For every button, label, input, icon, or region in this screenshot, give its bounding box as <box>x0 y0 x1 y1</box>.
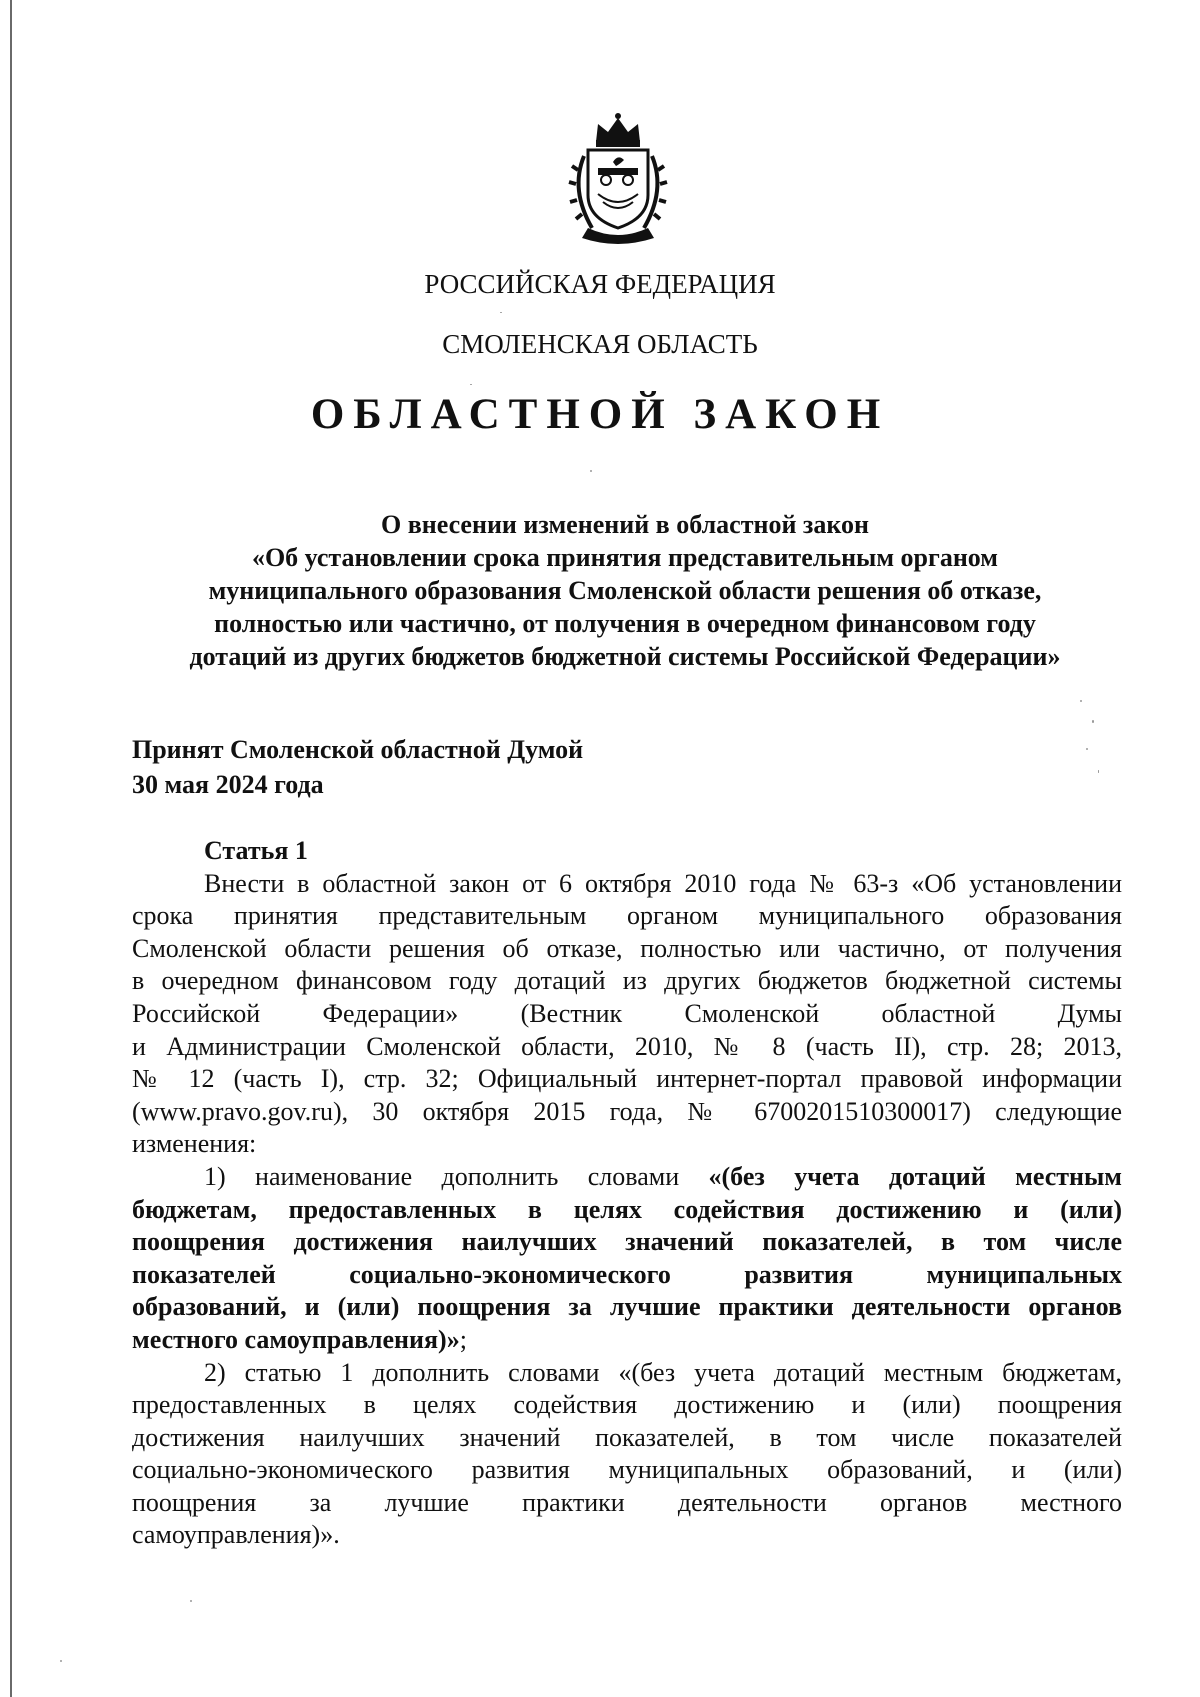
item-1-quote-line: образований, и (или) поощрения за лучшие практики деятельности органов <box>132 1292 1122 1322</box>
article-text-line: и Администрации Смоленской области, 2010, № 8 (часть II), стр. 28; 2013, <box>132 1031 1122 1061</box>
article-text-line: Российской Федерации» (Вестник Смоленской областной Думы <box>132 998 1122 1028</box>
law-title-line: дотаций из других бюджетов бюджетной системы Российской Федерации» <box>189 642 1061 671</box>
law-title-line: О внесении изменений в областной закон <box>380 510 870 539</box>
article-text-line: (www.pravo.gov.ru), 30 октября 2015 года, № 6700201510300017) следующие <box>132 1096 1122 1126</box>
item-2-line: достижения наилучших значений показателей, в том числе показателей <box>132 1422 1122 1452</box>
article-text-line: Смоленской области решения об отказе, полностью или частично, от получения <box>132 933 1122 963</box>
item-1-quote-line: бюджетам, предоставленных в целях содействия достижению и (или) <box>132 1194 1122 1224</box>
scan-speck <box>470 384 472 385</box>
document-type: ОБЛАСТНОЙ ЗАКОН <box>310 391 890 438</box>
adoption-body: Принят Смоленской областной Думой <box>132 735 584 764</box>
adoption-date: 30 мая 2024 года <box>132 770 324 799</box>
page-edge-line <box>10 0 12 1697</box>
country-name: РОССИЙСКАЯ ФЕДЕРАЦИЯ <box>424 269 776 299</box>
law-title <box>130 508 1120 673</box>
scan-speck <box>1086 748 1088 750</box>
scan-speck <box>190 1600 192 1602</box>
law-title-line: «Об установлении срока принятия представительным органом <box>251 543 999 572</box>
item-1-quote-end: местного самоуправления)» <box>132 1324 460 1354</box>
item-1-quote-line: поощрения достижения наилучших значений показателей, в том числе <box>132 1227 1122 1257</box>
article-text-line: Внести в областной закон от 6 октября 2010 года № 63-з «Об установлении <box>204 868 1122 898</box>
scan-speck <box>500 312 502 313</box>
article-text-line: срока принятия представительным органом муниципального образования <box>132 901 1122 931</box>
article-text-line: в очередном финансовом году дотаций из других бюджетов бюджетной системы <box>132 966 1122 996</box>
item-1-tail: ; <box>459 1324 467 1354</box>
item-2-line: поощрения за лучшие практики деятельности органов местного <box>132 1487 1122 1517</box>
article-text-line: изменения: <box>132 1129 257 1159</box>
item-1-quote-start: «(без учета дотаций местным <box>708 1161 1122 1191</box>
item-1-first-line <box>132 1161 1122 1194</box>
item-1-quote-line: показателей социально-экономического развития муниципальных <box>132 1259 1122 1289</box>
item-2-line: самоуправления)». <box>132 1520 340 1550</box>
article-heading: Статья 1 <box>204 836 308 865</box>
item-2-line: социально-экономического развития муниципальных образований, и (или) <box>132 1455 1122 1485</box>
scan-speck <box>1092 720 1094 723</box>
scan-speck <box>1080 700 1082 702</box>
scan-speck <box>590 470 592 472</box>
adoption-note <box>132 732 583 802</box>
smolensk-coat-of-arms-icon <box>558 110 678 245</box>
scan-speck <box>1098 770 1099 773</box>
law-title-line: муниципального образования Смоленской области решения об отказе, <box>208 576 1042 605</box>
item-2-line: предоставленных в целях содействия достижению и (или) поощрения <box>132 1390 1122 1420</box>
article-text-line: № 12 (часть I), стр. 32; Официальный интернет-портал правовой информации <box>132 1064 1122 1094</box>
item-1-last-line <box>132 1324 1122 1357</box>
scan-speck <box>60 1660 62 1662</box>
item-2-line: 2) статью 1 дополнить словами «(без учета дотаций местным бюджетам, <box>204 1357 1122 1387</box>
article-body <box>132 835 1122 1552</box>
region-name: СМОЛЕНСКАЯ ОБЛАСТЬ <box>442 329 758 359</box>
law-title-line: полностью или частично, от получения в очередном финансовом году <box>214 609 1036 638</box>
item-1-lead: 1) наименование дополнить словами <box>204 1161 709 1191</box>
